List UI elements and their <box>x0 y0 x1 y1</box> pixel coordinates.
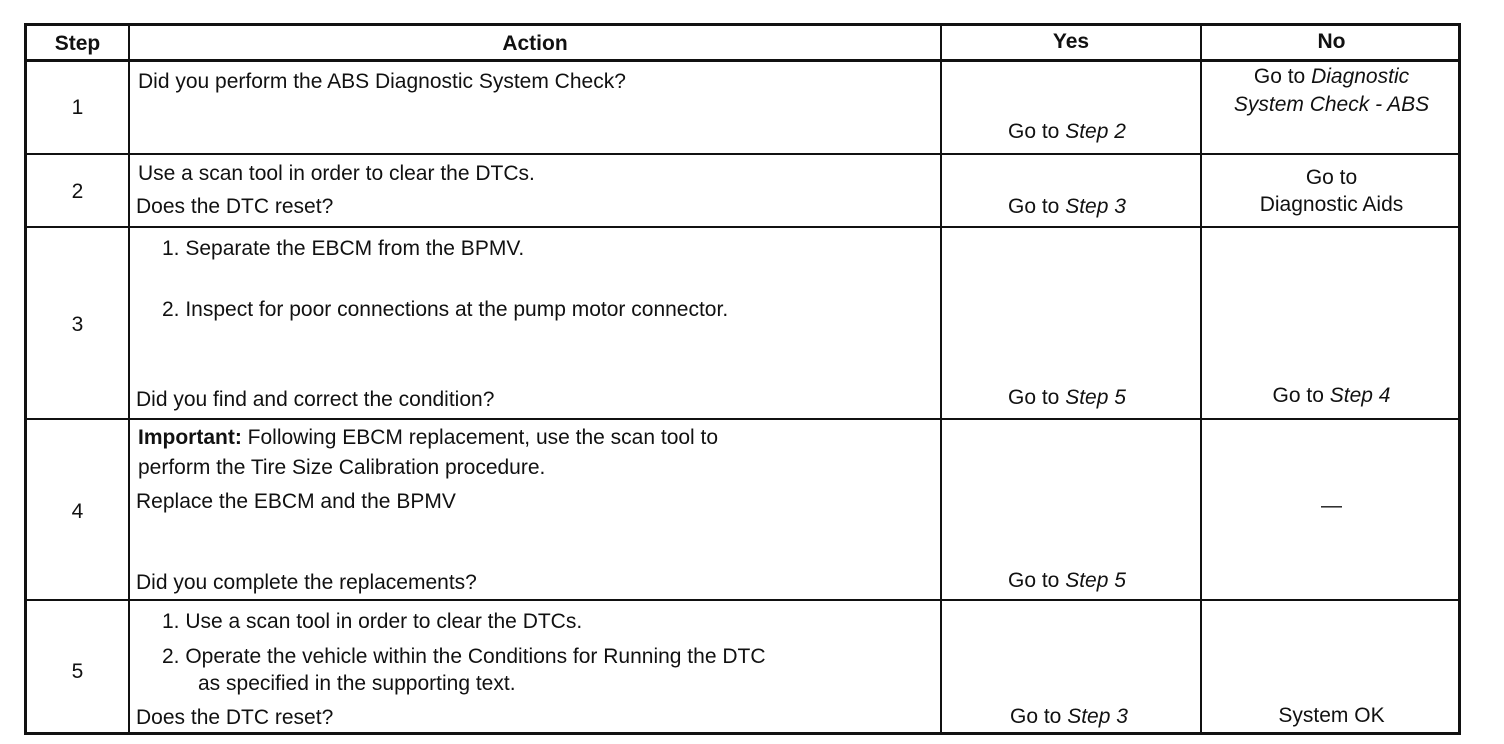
row-divider <box>27 599 1458 601</box>
column-divider <box>940 26 942 732</box>
action-question: Does the DTC reset? <box>136 195 334 218</box>
no-cell-line2 <box>1202 93 1461 117</box>
action-question: Does the DTC reset? <box>136 706 334 729</box>
step-link[interactable]: Step 5 <box>1065 569 1126 592</box>
yes-cell: Go to Step 2 <box>1008 120 1126 143</box>
action-item: 1. Use a scan tool in order to clear the DTCs. <box>162 610 583 633</box>
header-no: No <box>1317 30 1346 53</box>
yes-cell: Go to Step 3 <box>1010 705 1128 728</box>
column-divider <box>1200 26 1202 732</box>
diagnostic-link[interactable]: Diagnostic <box>1311 65 1410 88</box>
yes-cell: Go to Step 5 <box>1008 569 1126 592</box>
action-question: Did you complete the replacements? <box>136 571 477 594</box>
step-number: 1 <box>71 96 84 119</box>
step-number: 5 <box>71 660 84 683</box>
step-number: 3 <box>71 313 84 336</box>
step-number: 4 <box>71 500 84 523</box>
header-yes: Yes <box>1052 30 1090 53</box>
header-action: Action <box>502 32 568 55</box>
no-cell-line1: Go to Diagnostic <box>1253 65 1410 88</box>
important-note-line2: perform the Tire Size Calibration procedure. <box>138 456 546 479</box>
action-text: Replace the EBCM and the BPMV <box>136 490 456 513</box>
system-check-link[interactable]: System Check - ABS <box>1233 93 1430 116</box>
yes-cell: Go to Step 3 <box>1008 195 1126 218</box>
header-step: Step <box>54 32 101 55</box>
row-divider <box>27 153 1458 155</box>
action-item-continued: as specified in the supporting text. <box>198 672 516 695</box>
action-text: Use a scan tool in order to clear the DTCs. <box>138 162 535 185</box>
action-question: Did you find and correct the condition? <box>136 388 495 411</box>
yes-cell: Go to Step 5 <box>1008 386 1126 409</box>
action-item: 2. Inspect for poor connections at the pump motor connector. <box>162 298 729 321</box>
step-link[interactable]: Step 4 <box>1329 384 1391 407</box>
row-divider <box>27 418 1458 420</box>
row-divider <box>27 226 1458 228</box>
step-link[interactable]: Step 2 <box>1065 120 1126 143</box>
no-cell: Go to Step 4 <box>1272 384 1391 407</box>
action-text: Did you perform the ABS Diagnostic System Check? <box>138 70 626 93</box>
action-item: 2. Operate the vehicle within the Conditions for Running the DTC <box>162 645 766 668</box>
action-item: 1. Separate the EBCM from the BPMV. <box>162 237 525 260</box>
diagnostic-aids-link[interactable]: Diagnostic Aids <box>1259 193 1404 216</box>
step-link[interactable]: Step 3 <box>1067 705 1128 728</box>
step-link[interactable]: Step 3 <box>1065 195 1126 218</box>
diagnostic-table <box>24 23 1461 735</box>
important-note-line1: Important: Following EBCM replacement, use the scan tool to <box>138 426 719 449</box>
no-cell-line1: Go to <box>1305 166 1358 189</box>
no-cell: System OK <box>1278 704 1385 727</box>
header-rule <box>27 59 1458 62</box>
step-number: 2 <box>71 180 84 203</box>
no-cell-dash: — <box>1321 494 1342 517</box>
step-link[interactable]: Step 5 <box>1065 386 1126 409</box>
important-label: Important: <box>138 426 242 449</box>
column-divider <box>128 26 130 732</box>
